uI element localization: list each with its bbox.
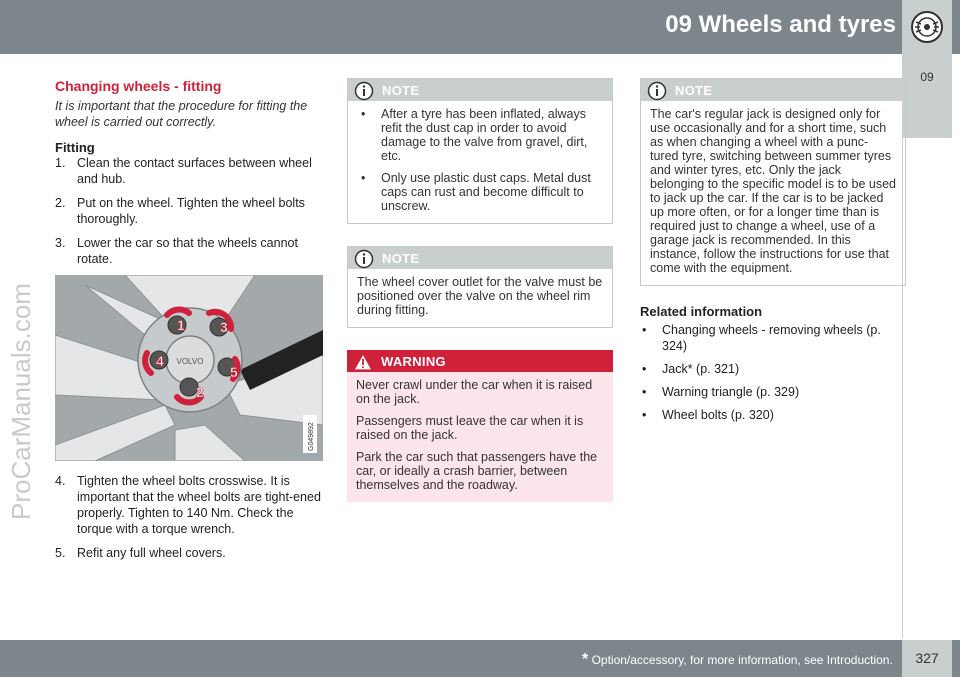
bolt-label-3: 3 [220, 319, 228, 335]
image-code: G049892 [308, 422, 315, 451]
section-title: Changing wheels - fitting [55, 78, 222, 94]
column-jack-info [640, 78, 906, 430]
page-header [0, 0, 960, 54]
step-item [55, 473, 323, 537]
note-body [348, 101, 612, 223]
step-text: Put on the wheel. Tighten the wheel bolts thoroughly. [77, 196, 305, 226]
fitting-heading: Fitting [55, 140, 95, 155]
page-footer [0, 640, 960, 677]
related-link[interactable]: • Jack* (p. 321) [640, 361, 906, 377]
side-divider [902, 138, 952, 638]
info-icon [354, 81, 374, 101]
step-text: Tighten the wheel bolts crosswise. It is important that the wheel bolts are tight-ened properly. Tighten to 140 Nm. Check the torque with a torque wrench. [77, 474, 321, 536]
note-bullet: • Only use plastic dust caps. Metal dust caps can rust and become difficult to unscrew. [357, 171, 603, 213]
steps-list-after [55, 473, 323, 561]
warning-text: Never crawl under the car when it is raised on the jack. [356, 378, 593, 406]
wheel-bolts-illustration [55, 275, 323, 461]
note-header [348, 79, 612, 101]
chapter-icon-box [902, 0, 952, 54]
bolt-label-2: 2 [196, 384, 204, 400]
column-notes [347, 78, 613, 524]
step-number: 4. [55, 474, 66, 488]
warning-body [347, 372, 613, 502]
note-label: NOTE [382, 251, 420, 266]
related-link[interactable]: • Wheel bolts (p. 320) [640, 407, 906, 423]
bolt-label-5: 5 [230, 364, 238, 380]
note-box-jack [640, 78, 906, 286]
related-information [640, 304, 906, 423]
warning-header [347, 350, 613, 372]
chapter-side-tab-number: 09 [920, 70, 934, 84]
footer-note-text: Option/accessory, for more information, see Introduction. [588, 653, 893, 667]
note-body [348, 269, 612, 327]
note-header [348, 247, 612, 269]
note-body [641, 101, 905, 285]
step-text: Clean the contact surfaces between wheel and hub. [77, 156, 312, 186]
note-bullet-list [357, 107, 603, 213]
footer-note [582, 651, 893, 669]
note-box-valve [347, 246, 613, 328]
step-number: 3. [55, 236, 66, 250]
step-text: Refit any full wheel covers. [77, 546, 226, 560]
step-item [55, 195, 323, 227]
chapter-title: 09 Wheels and tyres [665, 11, 896, 38]
step-number: 2. [55, 196, 66, 210]
note-text: The wheel cover outlet for the valve must be positioned over the valve on the wheel rim during fitting. [357, 275, 603, 317]
step-item [55, 235, 323, 267]
page-number: 327 [915, 650, 939, 666]
step-number: 1. [55, 156, 66, 170]
wheel-illustration-svg [55, 275, 323, 461]
warning-box [347, 350, 613, 502]
hub-logo-text: VOLVO [176, 357, 204, 366]
watermark: ProCarManuals.com [6, 283, 36, 520]
bolt-label-1: 1 [177, 317, 185, 333]
note-bullet: • After a tyre has been inflated, always refit the dust cap in order to avoid damage to the valve from gravel, dirt, etc. [357, 107, 603, 163]
chapter-side-tab [902, 54, 952, 138]
related-link[interactable]: • Changing wheels - removing wheels (p. 324) [640, 322, 906, 354]
note-label: NOTE [382, 83, 420, 98]
note-text: The car's regular jack is designed only for use occasionally and for a short time, such as when changing a wheel with a punc-tured tyre, switching between summer tyres and winter tyres, etc. Only the jack belonging to the specific model is to be used to jack up the car. If the car is to be jacked up more often, or for a longer time than is required just to change a wheel, use of a garage jack is recommended. In this instance, follow the instructions for use that come with the equipment. [650, 107, 896, 275]
footer-star: * [582, 651, 589, 668]
step-number: 5. [55, 546, 66, 560]
steps-list-before [55, 155, 323, 267]
column-fitting [55, 78, 323, 569]
note-box-dust-cap [347, 78, 613, 224]
step-item [55, 545, 323, 561]
note-header [641, 79, 905, 101]
tyre-icon [910, 10, 944, 44]
related-list [640, 322, 906, 423]
warning-text: Park the car such that passengers have the car, or ideally a crash barrier, between themselves and the roadway. [356, 450, 598, 492]
bolt-label-4: 4 [156, 353, 164, 369]
info-icon [354, 249, 374, 269]
section-subtitle: It is important that the procedure for fitting the wheel is carried out correctly. [55, 99, 308, 129]
page-number-box [902, 640, 952, 677]
warning-text: Passengers must leave the car when it is raised on the jack. [356, 414, 584, 442]
note-label: NOTE [675, 83, 713, 98]
info-icon [647, 81, 667, 101]
related-heading: Related information [640, 304, 763, 319]
warning-triangle-icon [353, 352, 373, 372]
step-item [55, 155, 323, 187]
step-text: Lower the car so that the wheels cannot rotate. [77, 236, 298, 266]
warning-label: WARNING [381, 354, 446, 369]
related-link[interactable]: • Warning triangle (p. 329) [640, 384, 906, 400]
